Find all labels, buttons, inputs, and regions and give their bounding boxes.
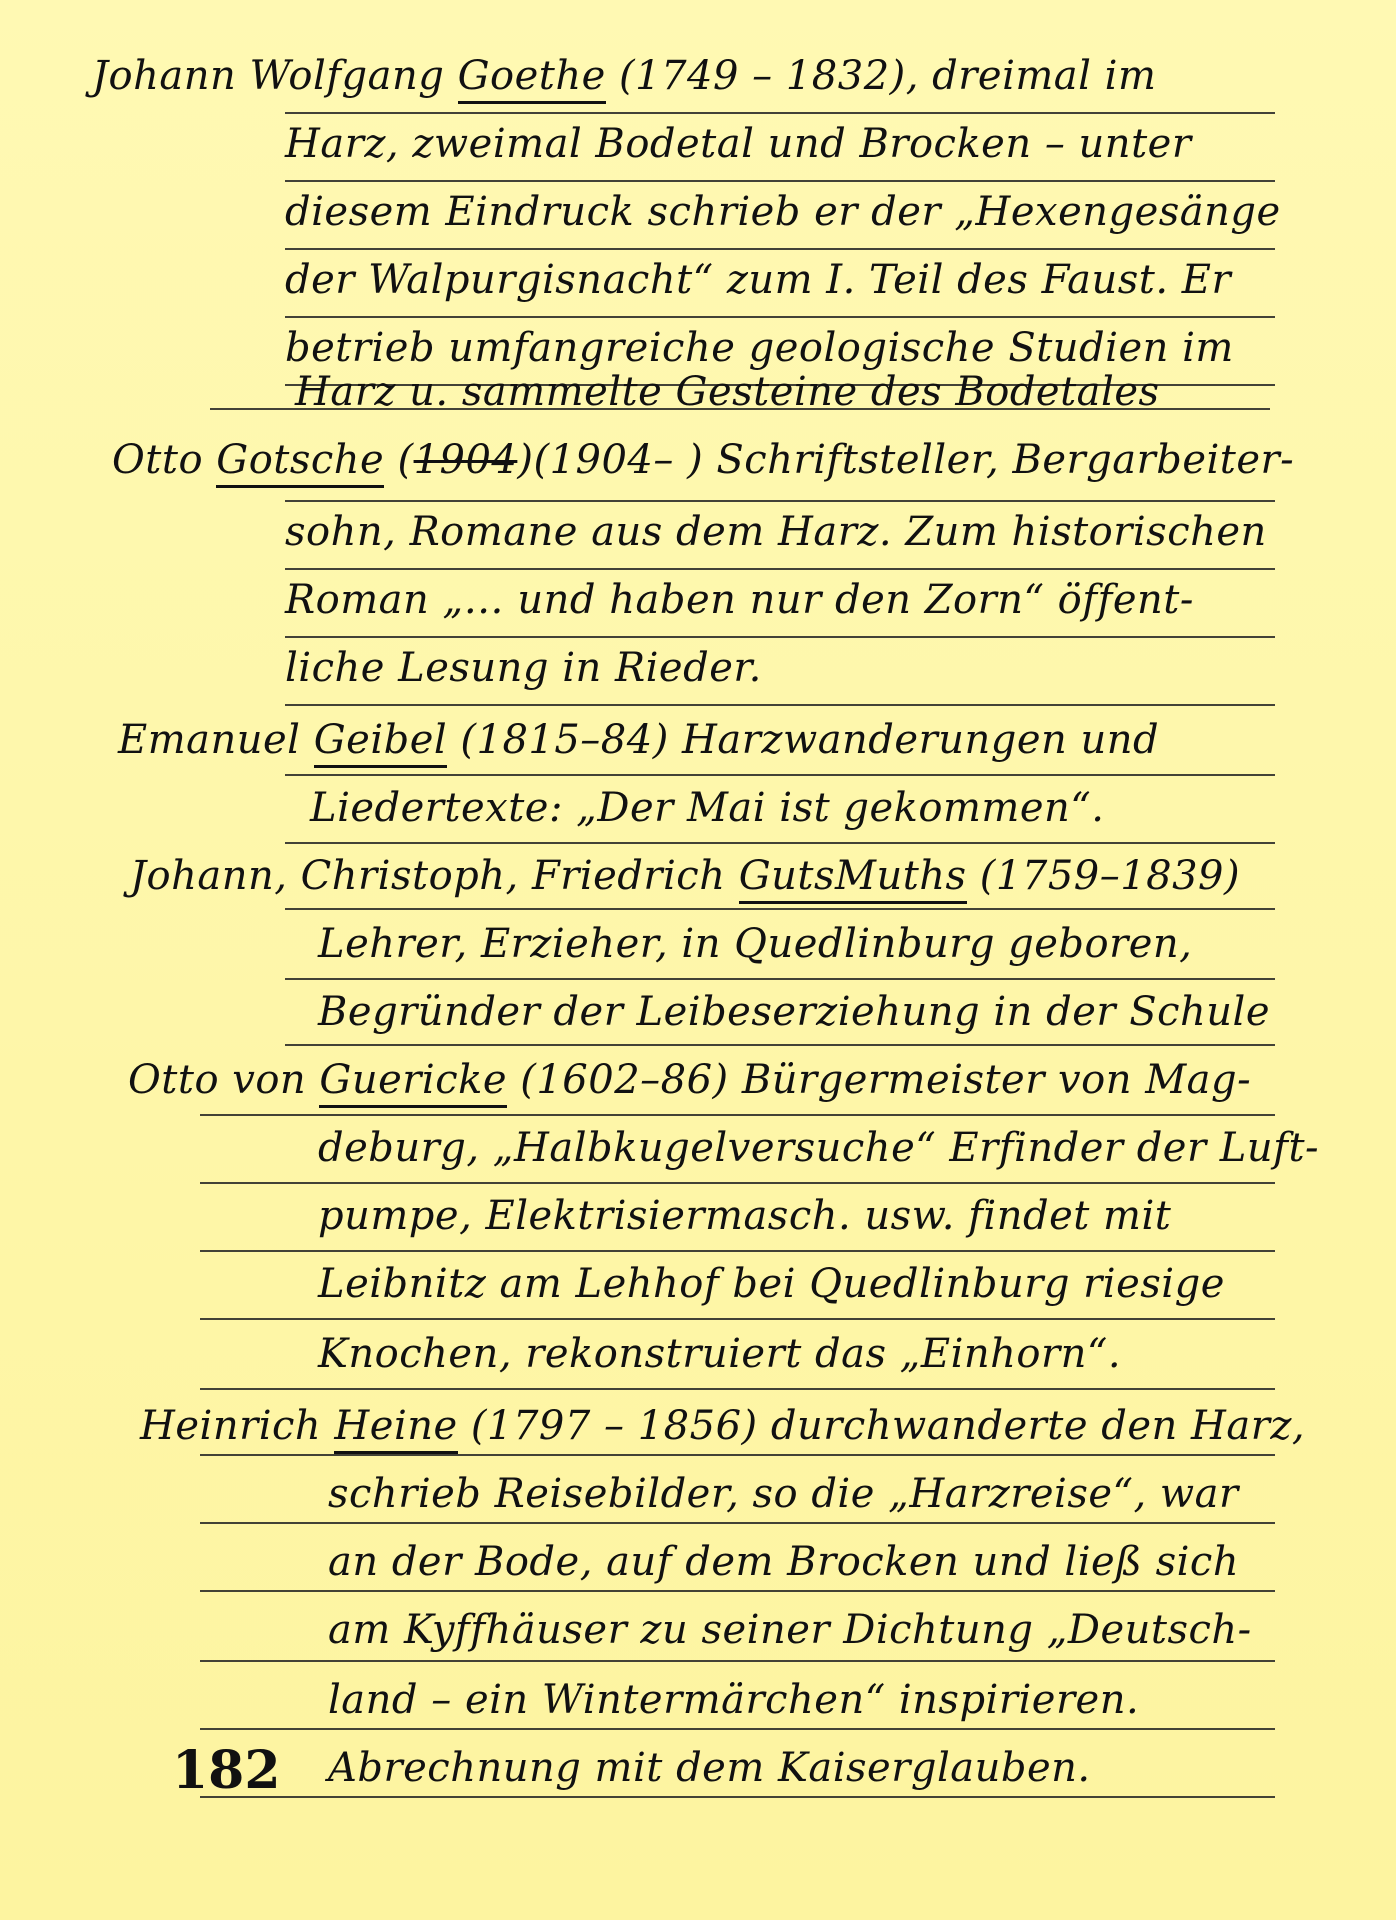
ruled-line [285, 636, 1275, 638]
entry-geibel-line-1: Emanuel Geibel (1815–84) Harzwanderungen und [118, 716, 1159, 764]
entry-heine-line-5: land – ein Wintermärchen“ inspirieren. [328, 1677, 1140, 1723]
entry-goethe-line-1: Johann Wolfgang Goethe (1749 – 1832), dreimal im [92, 52, 1156, 100]
ruled-line [285, 704, 1275, 706]
entry-heine-line-4: am Kyffhäuser zu seiner Dichtung „Deutsch- [328, 1607, 1252, 1653]
ruled-line [200, 1318, 1275, 1320]
ruled-line [200, 1728, 1275, 1730]
ruled-line [285, 248, 1275, 250]
entry-geibel-line-2: Liedertexte: „Der Mai ist gekommen“. [310, 785, 1105, 831]
entry-gotsche-line-4: liche Lesung in Rieder. [285, 645, 762, 691]
entry-guericke-line-1: Otto von Guericke (1602–86) Bürgermeister von Mag- [128, 1056, 1251, 1104]
entry-gotsche-line-3: Roman „… und haben nur den Zorn“ öffent- [285, 577, 1194, 623]
entry-goethe-line-4: der Walpurgisnacht“ zum I. Teil des Faust. Er [285, 257, 1232, 303]
entry-gutsmuths-line-1: Johann, Christoph, Friedrich GutsMuths (1759–1839) [130, 852, 1240, 900]
page-number: 182 [172, 1740, 281, 1801]
name-guericke: Guericke [319, 1057, 507, 1108]
ruled-line [285, 978, 1275, 980]
entry-guericke-line-5: Knochen, rekonstruiert das „Einhorn“. [318, 1331, 1122, 1377]
struck-year: 1904 [413, 437, 518, 483]
ruled-line [285, 842, 1275, 844]
name-heine: Heine [334, 1403, 457, 1454]
ruled-line [285, 500, 1275, 502]
name-geibel: Geibel [314, 717, 448, 768]
ruled-line [285, 1044, 1275, 1046]
entry-goethe-line-3: diesem Eindruck schrieb er der „Hexengesänge [285, 189, 1281, 235]
entry-goethe-line-5: betrieb umfangreiche geologische Studien im [285, 325, 1234, 371]
name-goethe: Goethe [458, 53, 606, 104]
entry-gotsche-line-2: sohn, Romane aus dem Harz. Zum historischen [285, 509, 1267, 555]
ruled-line [200, 1182, 1275, 1184]
entry-guericke-line-4: Leibnitz am Lehhof bei Quedlinburg riesige [318, 1261, 1225, 1307]
entry-gotsche-line-1: Otto Gotsche (1904)(1904– ) Schriftsteller, Bergarbeiter- [112, 436, 1294, 484]
ruled-line [200, 1250, 1275, 1252]
entry-heine-line-2: schrieb Reisebilder, so die „Harzreise“, war [328, 1471, 1239, 1517]
entry-heine-line-3: an der Bode, auf dem Brocken und ließ sich [328, 1539, 1240, 1585]
ruled-line [200, 1590, 1275, 1592]
ruled-line [285, 908, 1275, 910]
ruled-line [200, 1522, 1275, 1524]
name-gotsche: Gotsche [216, 437, 384, 488]
entry-gutsmuths-line-3: Begründer der Leibeserziehung in der Schule [318, 989, 1270, 1035]
ruled-line [285, 774, 1275, 776]
ruled-line [200, 1454, 1275, 1456]
ruled-line [200, 1796, 1275, 1798]
entry-heine-line-6: Abrechnung mit dem Kaiserglauben. [328, 1745, 1091, 1791]
ruled-line [285, 568, 1275, 570]
ruled-line [200, 1114, 1275, 1116]
entry-heine-line-1: Heinrich Heine (1797 – 1856) durchwanderte den Harz, [140, 1402, 1305, 1450]
ruled-line [200, 1388, 1275, 1390]
ruled-line [200, 1660, 1275, 1662]
ruled-line [285, 316, 1275, 318]
entry-gutsmuths-line-2: Lehrer, Erzieher, in Quedlinburg geboren, [318, 921, 1193, 967]
ruled-line [285, 112, 1275, 114]
entry-goethe-line-6: Harz u. sammelte Gesteine des Bodetales [295, 369, 1160, 415]
ruled-line [285, 180, 1275, 182]
entry-guericke-line-2: deburg, „Halbkugelversuche“ Erfinder der Luft- [318, 1125, 1320, 1171]
name-gutsmuths: GutsMuths [739, 853, 967, 904]
entry-goethe-line-2: Harz, zweimal Bodetal und Brocken – unter [285, 121, 1192, 167]
entry-guericke-line-3: pumpe, Elektrisiermasch. usw. findet mit [318, 1193, 1172, 1239]
